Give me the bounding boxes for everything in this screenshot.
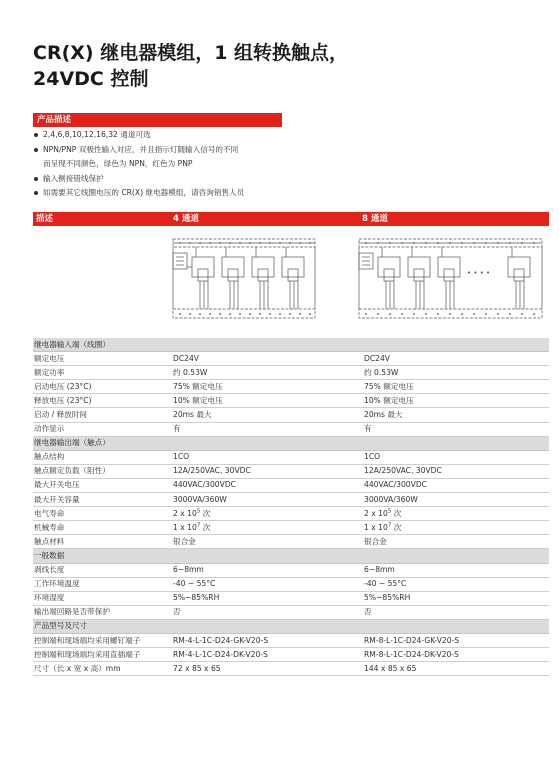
- value-8-channel: 6~8mm: [363, 563, 549, 577]
- table-row: [33, 605, 549, 619]
- header-8-channel: 8 通道: [362, 214, 388, 224]
- diagram-ellipsis: • • • •: [467, 269, 491, 277]
- value-unit: 次: [391, 508, 402, 518]
- value-4-channel: 440VAC/300VDC: [172, 478, 363, 492]
- table-row: [33, 366, 549, 380]
- row-label: 动作显示: [33, 422, 172, 436]
- value-base: 1 x 10: [173, 522, 197, 532]
- row-label: 机械寿命: [33, 521, 172, 535]
- value-8-channel: 约 0.53W: [363, 366, 549, 380]
- value-exponent: 7: [387, 522, 392, 529]
- section-row: [33, 436, 549, 450]
- value-4-channel: 20ms 最大: [172, 408, 363, 422]
- value-4-channel: [172, 521, 363, 535]
- wiring-diagram-8-channel: [356, 235, 546, 325]
- value-unit: 次: [391, 522, 402, 532]
- row-label: 最大开关容量: [33, 493, 172, 507]
- value-8-channel: 12A/250VAC, 30VDC: [363, 464, 549, 478]
- value-4-channel: 5%~85%RH: [172, 591, 363, 605]
- bullet-item: 2,4,6,8,10,12,16,32 通道可选: [33, 128, 513, 143]
- section-title: 继电器输入端（线圈）: [33, 338, 549, 352]
- table-row: [33, 422, 549, 436]
- value-4-channel: 1CO: [172, 450, 363, 464]
- table-row: [33, 577, 549, 591]
- value-8-channel: [363, 521, 549, 535]
- page-title: [33, 40, 513, 92]
- row-label: 电气寿命: [33, 507, 172, 521]
- value-8-channel: 3000VA/360W: [363, 493, 549, 507]
- description-list: [33, 128, 513, 201]
- value-base: 2 x 10: [173, 508, 197, 518]
- value-8-channel: 银合金: [363, 535, 549, 549]
- row-label: 释放电压 (23°C): [33, 394, 172, 408]
- table-row: [33, 535, 549, 549]
- value-8-channel: 75% 额定电压: [363, 380, 549, 394]
- table-row: [33, 493, 549, 507]
- table-row: [33, 394, 549, 408]
- value-4-channel: 12A/250VAC, 30VDC: [172, 464, 363, 478]
- value-8-channel: 1CO: [363, 450, 549, 464]
- value-8-channel: RM-8-L-1C-D24-DK-V20-S: [363, 648, 549, 662]
- value-8-channel: DC24V: [363, 352, 549, 366]
- row-label: 控制端和现场端均采用螺钉端子: [33, 633, 172, 647]
- bullet-item: 如需要其它线圈电压的 CR(X) 继电器模组，请咨询销售人员: [33, 186, 513, 201]
- value-4-channel: 否: [172, 605, 363, 619]
- value-4-channel: RM-4-L-1C-D24-GK-V20-S: [172, 633, 363, 647]
- row-label: 触点结构: [33, 450, 172, 464]
- table-row: [33, 464, 549, 478]
- table-row: [33, 507, 549, 521]
- value-4-channel: DC24V: [172, 352, 363, 366]
- value-base: 2 x 10: [364, 508, 388, 518]
- row-label: 启动 / 释放时间: [33, 408, 172, 422]
- table-row: [33, 648, 549, 662]
- value-4-channel: 6~8mm: [172, 563, 363, 577]
- value-8-channel: 10% 额定电压: [363, 394, 549, 408]
- value-exponent: 7: [196, 522, 201, 529]
- table-row: [33, 450, 549, 464]
- value-4-channel: 银合金: [172, 535, 363, 549]
- value-8-channel: 否: [363, 605, 549, 619]
- value-4-channel: 有: [172, 422, 363, 436]
- wiring-diagram-4-channel: [170, 235, 322, 325]
- row-label: 触点额定负载（阻性）: [33, 464, 172, 478]
- value-4-channel: 75% 额定电压: [172, 380, 363, 394]
- section-title: 一般数据: [33, 549, 549, 563]
- value-4-channel: [172, 507, 363, 521]
- title-line-2: 24VDC 控制: [33, 68, 149, 90]
- table-row: [33, 352, 549, 366]
- value-8-channel: 5%~85%RH: [363, 591, 549, 605]
- value-8-channel: -40 ~ 55°C: [363, 577, 549, 591]
- section-row: [33, 619, 549, 633]
- row-label: 额定电压: [33, 352, 172, 366]
- value-base: 1 x 10: [364, 522, 388, 532]
- value-4-channel: 10% 额定电压: [172, 394, 363, 408]
- value-8-channel: RM-8-L-1C-D24-GK-V20-S: [363, 633, 549, 647]
- value-4-channel: 72 x 85 x 65: [172, 662, 363, 676]
- spec-table: [33, 338, 549, 676]
- table-row: [33, 563, 549, 577]
- value-exponent: 5: [196, 508, 201, 515]
- section-title: 产品型号及尺寸: [33, 619, 549, 633]
- row-label: 触点材料: [33, 535, 172, 549]
- table-row: [33, 521, 549, 535]
- table-row: [33, 662, 549, 676]
- value-8-channel: [363, 507, 549, 521]
- bullet-item: NPN/PNP 双极性输入对应，并且指示灯随输入信号的不同: [33, 143, 513, 158]
- bullet-item-continuation: 而呈现不同颜色，绿色为 NPN，红色为 PNP: [43, 159, 193, 168]
- table-row: [33, 591, 549, 605]
- value-unit: 次: [200, 522, 211, 532]
- row-label: 额定功率: [33, 366, 172, 380]
- value-8-channel: 440VAC/300VDC: [363, 478, 549, 492]
- row-label: 输出端回路是否带保护: [33, 605, 172, 619]
- table-row: [33, 633, 549, 647]
- title-line-1: CR(X) 继电器模组，1 组转换触点，: [33, 42, 349, 64]
- table-row: [33, 380, 549, 394]
- section-row: [33, 549, 549, 563]
- value-8-channel: 20ms 最大: [363, 408, 549, 422]
- value-4-channel: 约 0.53W: [172, 366, 363, 380]
- section-title: 继电器输出端（触点）: [33, 436, 549, 450]
- row-label: 环境湿度: [33, 591, 172, 605]
- row-label: 最大开关电压: [33, 478, 172, 492]
- value-unit: 次: [200, 508, 211, 518]
- bullet-item: 输入侧接错线保护: [33, 172, 513, 187]
- row-label: 剥线长度: [33, 563, 172, 577]
- value-4-channel: RM-4-L-1C-D24-DK-V20-S: [172, 648, 363, 662]
- value-4-channel: 3000VA/360W: [172, 493, 363, 507]
- table-row: [33, 408, 549, 422]
- section-row: [33, 338, 549, 352]
- description-header: [33, 113, 282, 127]
- row-label: 启动电压 (23°C): [33, 380, 172, 394]
- table-row: [33, 478, 549, 492]
- row-label: 尺寸（长 x 宽 x 高）mm: [33, 662, 172, 676]
- row-label: 控制端和现场端均采用直插端子: [33, 648, 172, 662]
- value-8-channel: 144 x 85 x 65: [363, 662, 549, 676]
- table-header: [33, 212, 549, 226]
- description-header-label: 产品描述: [37, 115, 72, 125]
- header-4-channel: 4 通道: [173, 214, 199, 224]
- value-8-channel: 有: [363, 422, 549, 436]
- row-label: 工作环境温度: [33, 577, 172, 591]
- value-exponent: 5: [387, 508, 392, 515]
- value-4-channel: -40 ~ 55°C: [172, 577, 363, 591]
- header-description: 描述: [36, 214, 54, 224]
